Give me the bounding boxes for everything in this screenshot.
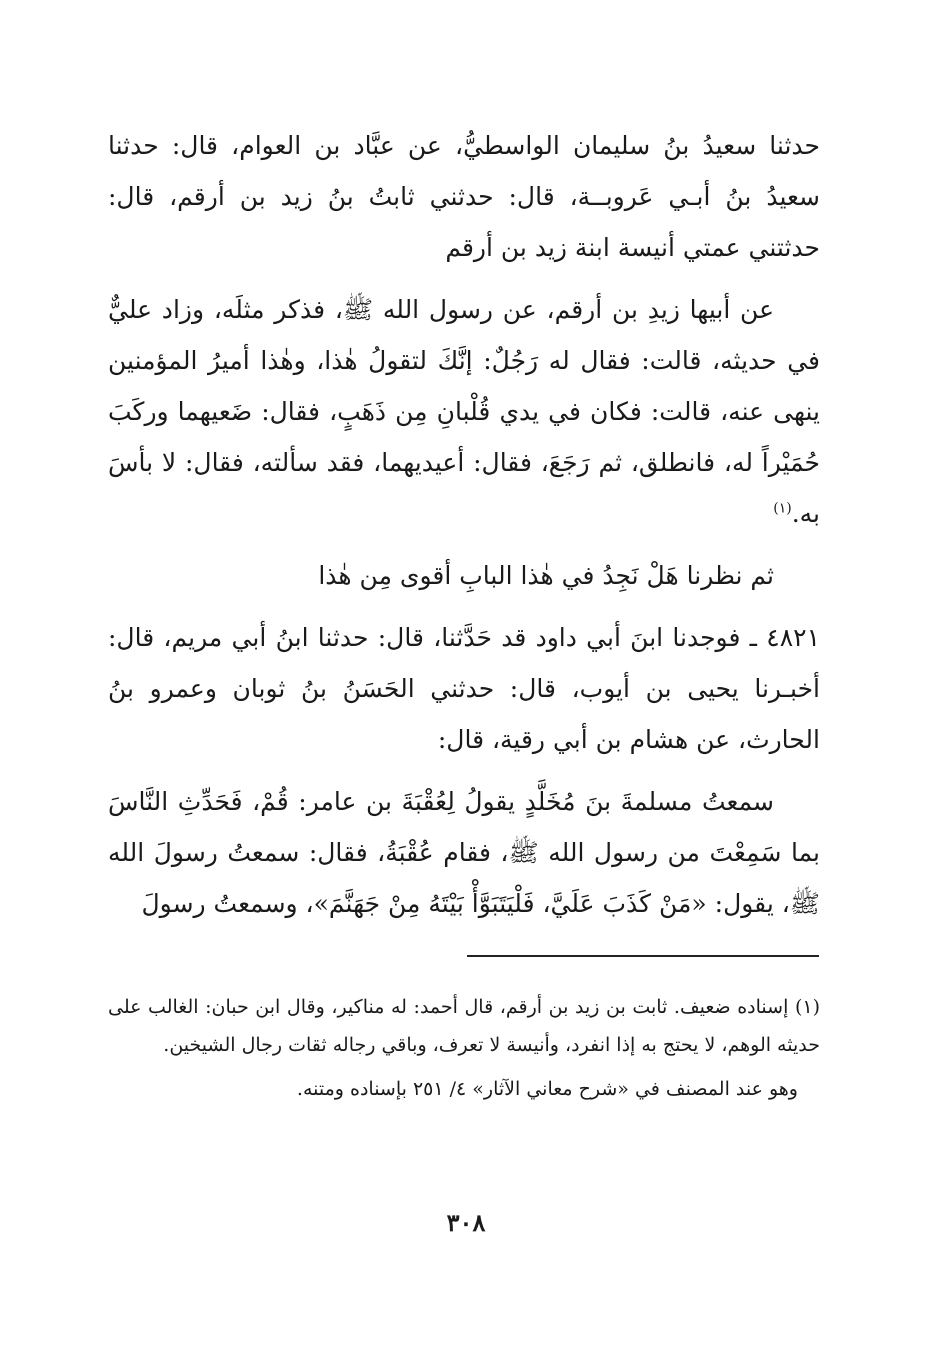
- paragraph-matn-1-text: عن أبيها زيدِ بن أرقم، عن رسول الله ﷺ، فذكر مثلَه، وزاد عليٌّ في حديثه، قالت: فقال له رَجُلٌ: إنَّكَ لتقولُ هٰذا، وهٰذا أميرُ المؤمنين ينهى عنه، قالت: فكان في يدي قُلْبانِ مِن ذَهَبٍ، فقال: ضَعيهما وركَبَ حُمَيْراً له، فانطلق، ثم رَجَعَ، فقال: أعيديهما، فقد سألته، فقال: لا بأسَ به.: [108, 295, 820, 528]
- footnote-reference: (١): [773, 500, 792, 517]
- paragraph-isnad-1: حدثنا سعيدُ بنُ سليمان الواسطيُّ، عن عبَّاد بن العوام، قال: حدثنا سعيدُ بنُ أبـي عَروبــة، قال: حدثني ثابتُ بنُ زيد بن أرقم، قال: حدثتني عمتي أنيسة ابنة زيد بن أرقم: [108, 131, 820, 262]
- paragraph-matn-1: [108, 284, 820, 539]
- footnotes-section: [108, 988, 820, 1108]
- paragraph-hadith-4821: ٤٨٢١ ـ فوجدنا ابنَ أبي داود قد حَدَّثنا، قال: حدثنا ابنُ أبي مريم، قال: أخبـرنا يحيى بن أيوب، قال: حدثني الحَسَنُ بنُ ثوبان وعمرو بنُ الحارث، عن هشام بن أبي رقية، قال:: [108, 623, 820, 754]
- paragraph-transition: ثم نظرنا هَلْ نَجِدُ في هٰذا البابِ أقوى مِن هٰذا: [318, 561, 774, 590]
- page-number: ٣٠٨: [446, 1208, 486, 1237]
- main-text-body: [108, 120, 820, 940]
- paragraph-matn-2: سمعتُ مسلمةَ بنَ مُخَلَّدٍ يقولُ لِعُقْبَةَ بن عامر: قُمْ، فَحَدِّثِ النَّاسَ بما سَمِعْتَ من رسول الله ﷺ، فقام عُقْبَةُ، فقال: سمعتُ رسولَ الله ﷺ، يقول: «مَنْ كَذَبَ عَلَيَّ، فَلْيَتَبَوَّأْ بَيْتَهُ مِنْ جَهَنَّمَ»، وسمعتُ رسولَ: [108, 787, 820, 918]
- footnote-divider: [467, 955, 819, 957]
- footnote-1: (١) إسناده ضعيف. ثابت بن زيد بن أرقم، قال أحمد: له مناكير، وقال ابن حبان: الغالب على حديثه الوهم، لا يحتج به إذا انفرد، وأنيسة لا تعرف، وباقي رجاله ثقات رجال الشيخين.: [108, 996, 820, 1056]
- footnote-1-continuation: وهو عند المصنف في «شرح معاني الآثار» ٤/ ٢٥١ بإسناده ومتنه.: [296, 1078, 798, 1100]
